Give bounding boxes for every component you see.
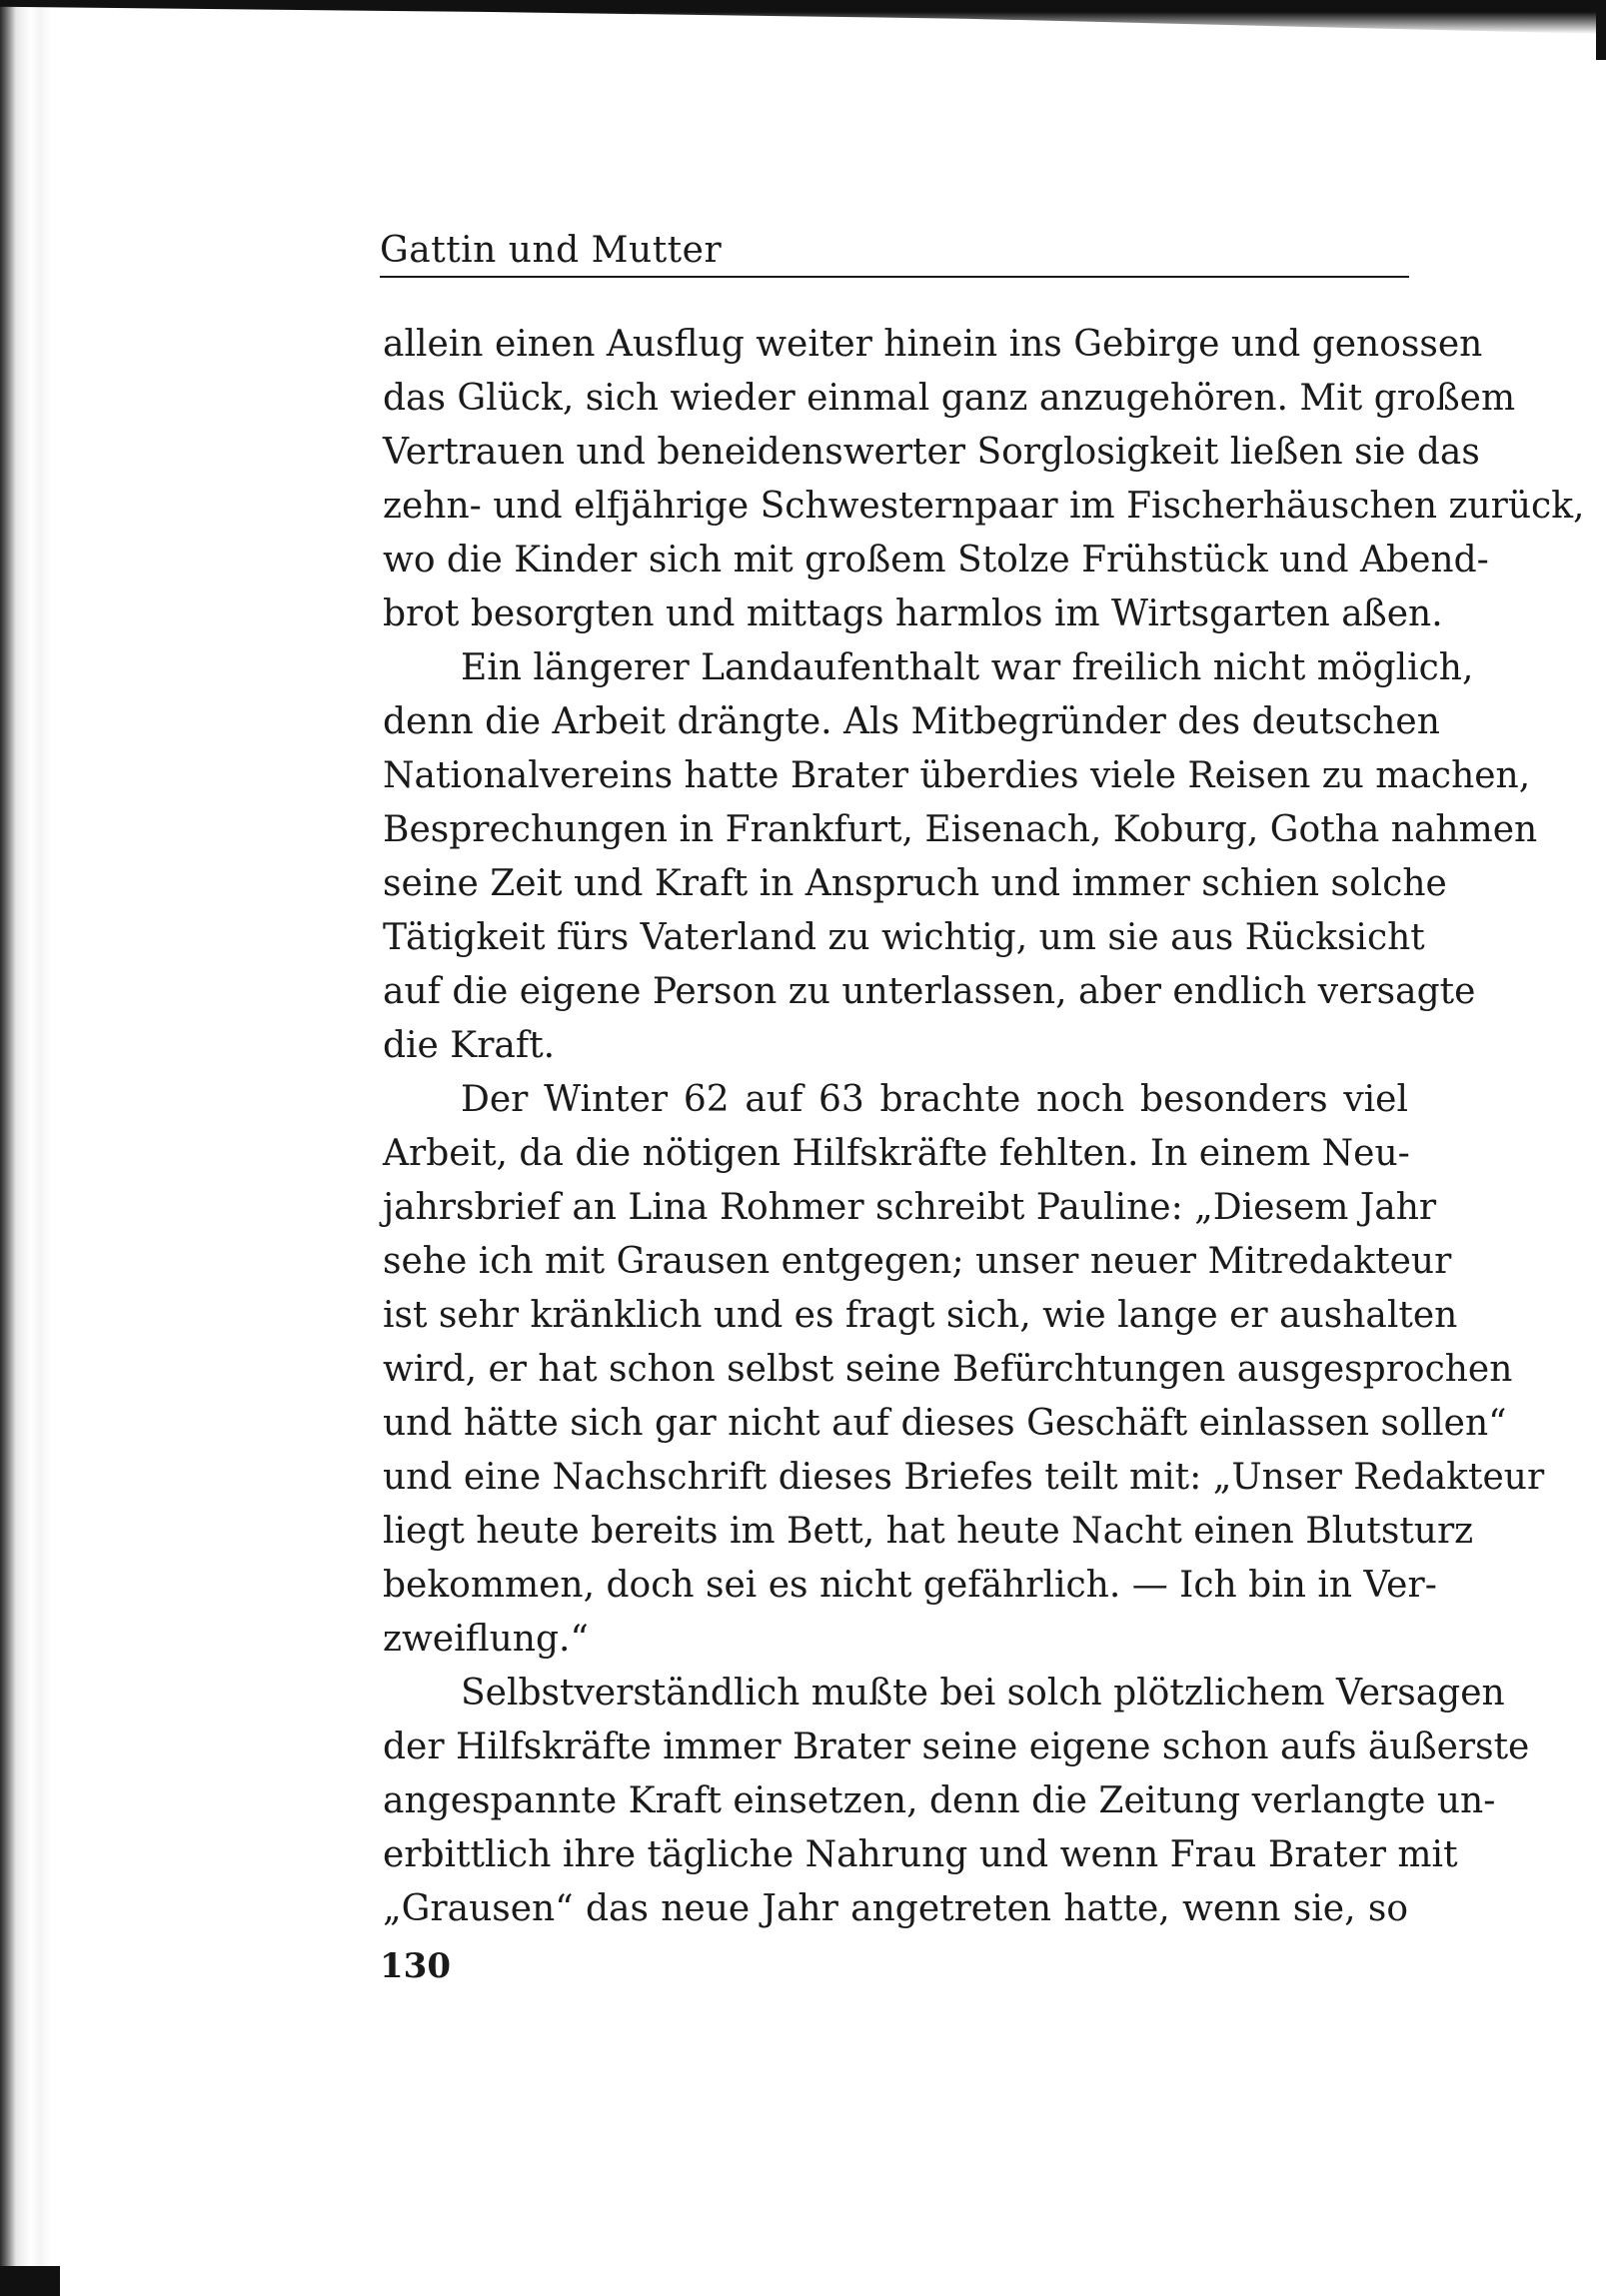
text-line: denn die Arbeit drängte. Als Mitbegründer des deutschen bbox=[383, 701, 1440, 742]
text-line: Tätigkeit fürs Vaterland zu wichtig, um sie aus Rücksicht bbox=[383, 917, 1425, 958]
scan-shadow-right bbox=[1596, 0, 1606, 60]
text-line: „Grausen“ das neue Jahr angetreten hatte, wenn sie, so bbox=[383, 1888, 1408, 1929]
text-line: angespannte Kraft einsetzen, denn die Zeitung verlangte un- bbox=[383, 1780, 1496, 1821]
text-line: Der Winter 62 auf 63 brachte noch besonders viel bbox=[461, 1079, 1408, 1120]
text-line: Ein längerer Landaufenthalt war freilich nicht möglich, bbox=[461, 647, 1474, 688]
text-line: der Hilfskräfte immer Brater seine eigene schon aufs äußerste bbox=[383, 1726, 1530, 1767]
text-line: zweiflung.“ bbox=[383, 1619, 589, 1660]
text-line: bekommen, doch sei es nicht gefährlich. — Ich bin in Ver- bbox=[383, 1565, 1437, 1606]
text-line: Besprechungen in Frankfurt, Eisenach, Koburg, Gotha nahmen bbox=[383, 809, 1538, 850]
text-line: das Glück, sich wieder einmal ganz anzugehören. Mit großem bbox=[383, 378, 1516, 419]
text-line: ist sehr kränklich und es fragt sich, wie lange er aushalten bbox=[383, 1295, 1458, 1336]
text-line: sehe ich mit Grausen entgegen; unser neuer Mitredakteur bbox=[383, 1241, 1452, 1282]
text-line: erbittlich ihre tägliche Nahrung und wenn Frau Brater mit bbox=[383, 1834, 1458, 1875]
scan-shadow-bottom bbox=[0, 2266, 60, 2296]
text-line: jahrsbrief an Lina Rohmer schreibt Pauline: „Diesem Jahr bbox=[383, 1187, 1437, 1228]
text-line: allein einen Ausflug weiter hinein ins Gebirge und genossen bbox=[383, 324, 1483, 365]
text-line: seine Zeit und Kraft in Anspruch und immer schien solche bbox=[383, 863, 1447, 904]
text-line: und eine Nachschrift dieses Briefes teilt mit: „Unser Redakteur bbox=[383, 1457, 1545, 1498]
scan-shadow-top bbox=[0, 0, 1606, 34]
text-line: zehn- und elfjährige Schwesternpaar im Fischerhäuschen zurück, bbox=[383, 486, 1585, 527]
text-line: Nationalvereins hatte Brater überdies viele Reisen zu machen, bbox=[383, 755, 1531, 796]
running-head: Gattin und Mutter bbox=[380, 230, 723, 271]
text-line: wo die Kinder sich mit großem Stolze Frühstück und Abend- bbox=[383, 540, 1489, 580]
text-line: und hätte sich gar nicht auf dieses Geschäft einlassen sollen“ bbox=[383, 1403, 1507, 1444]
text-line: wird, er hat schon selbst seine Befürchtungen ausgesprochen bbox=[383, 1349, 1513, 1390]
header-rule bbox=[380, 276, 1409, 278]
text-line: Arbeit, da die nötigen Hilfskräfte fehlten. In einem Neu- bbox=[383, 1133, 1410, 1174]
body-text bbox=[383, 318, 1585, 1936]
text-line: die Kraft. bbox=[383, 1025, 556, 1066]
text-line: auf die eigene Person zu unterlassen, aber endlich versagte bbox=[383, 971, 1476, 1012]
text-line: brot besorgten und mittags harmlos im Wirtsgarten aßen. bbox=[383, 593, 1443, 634]
text-line: Selbstverständlich mußte bei solch plötzlichem Versagen bbox=[461, 1673, 1505, 1714]
page-number: 130 bbox=[380, 1946, 451, 1986]
text-line: liegt heute bereits im Bett, hat heute Nacht einen Blutsturz bbox=[383, 1511, 1474, 1552]
text-line: Vertrauen und beneidenswerter Sorglosigkeit ließen sie das bbox=[383, 432, 1480, 473]
scan-shadow-left bbox=[0, 0, 52, 2296]
